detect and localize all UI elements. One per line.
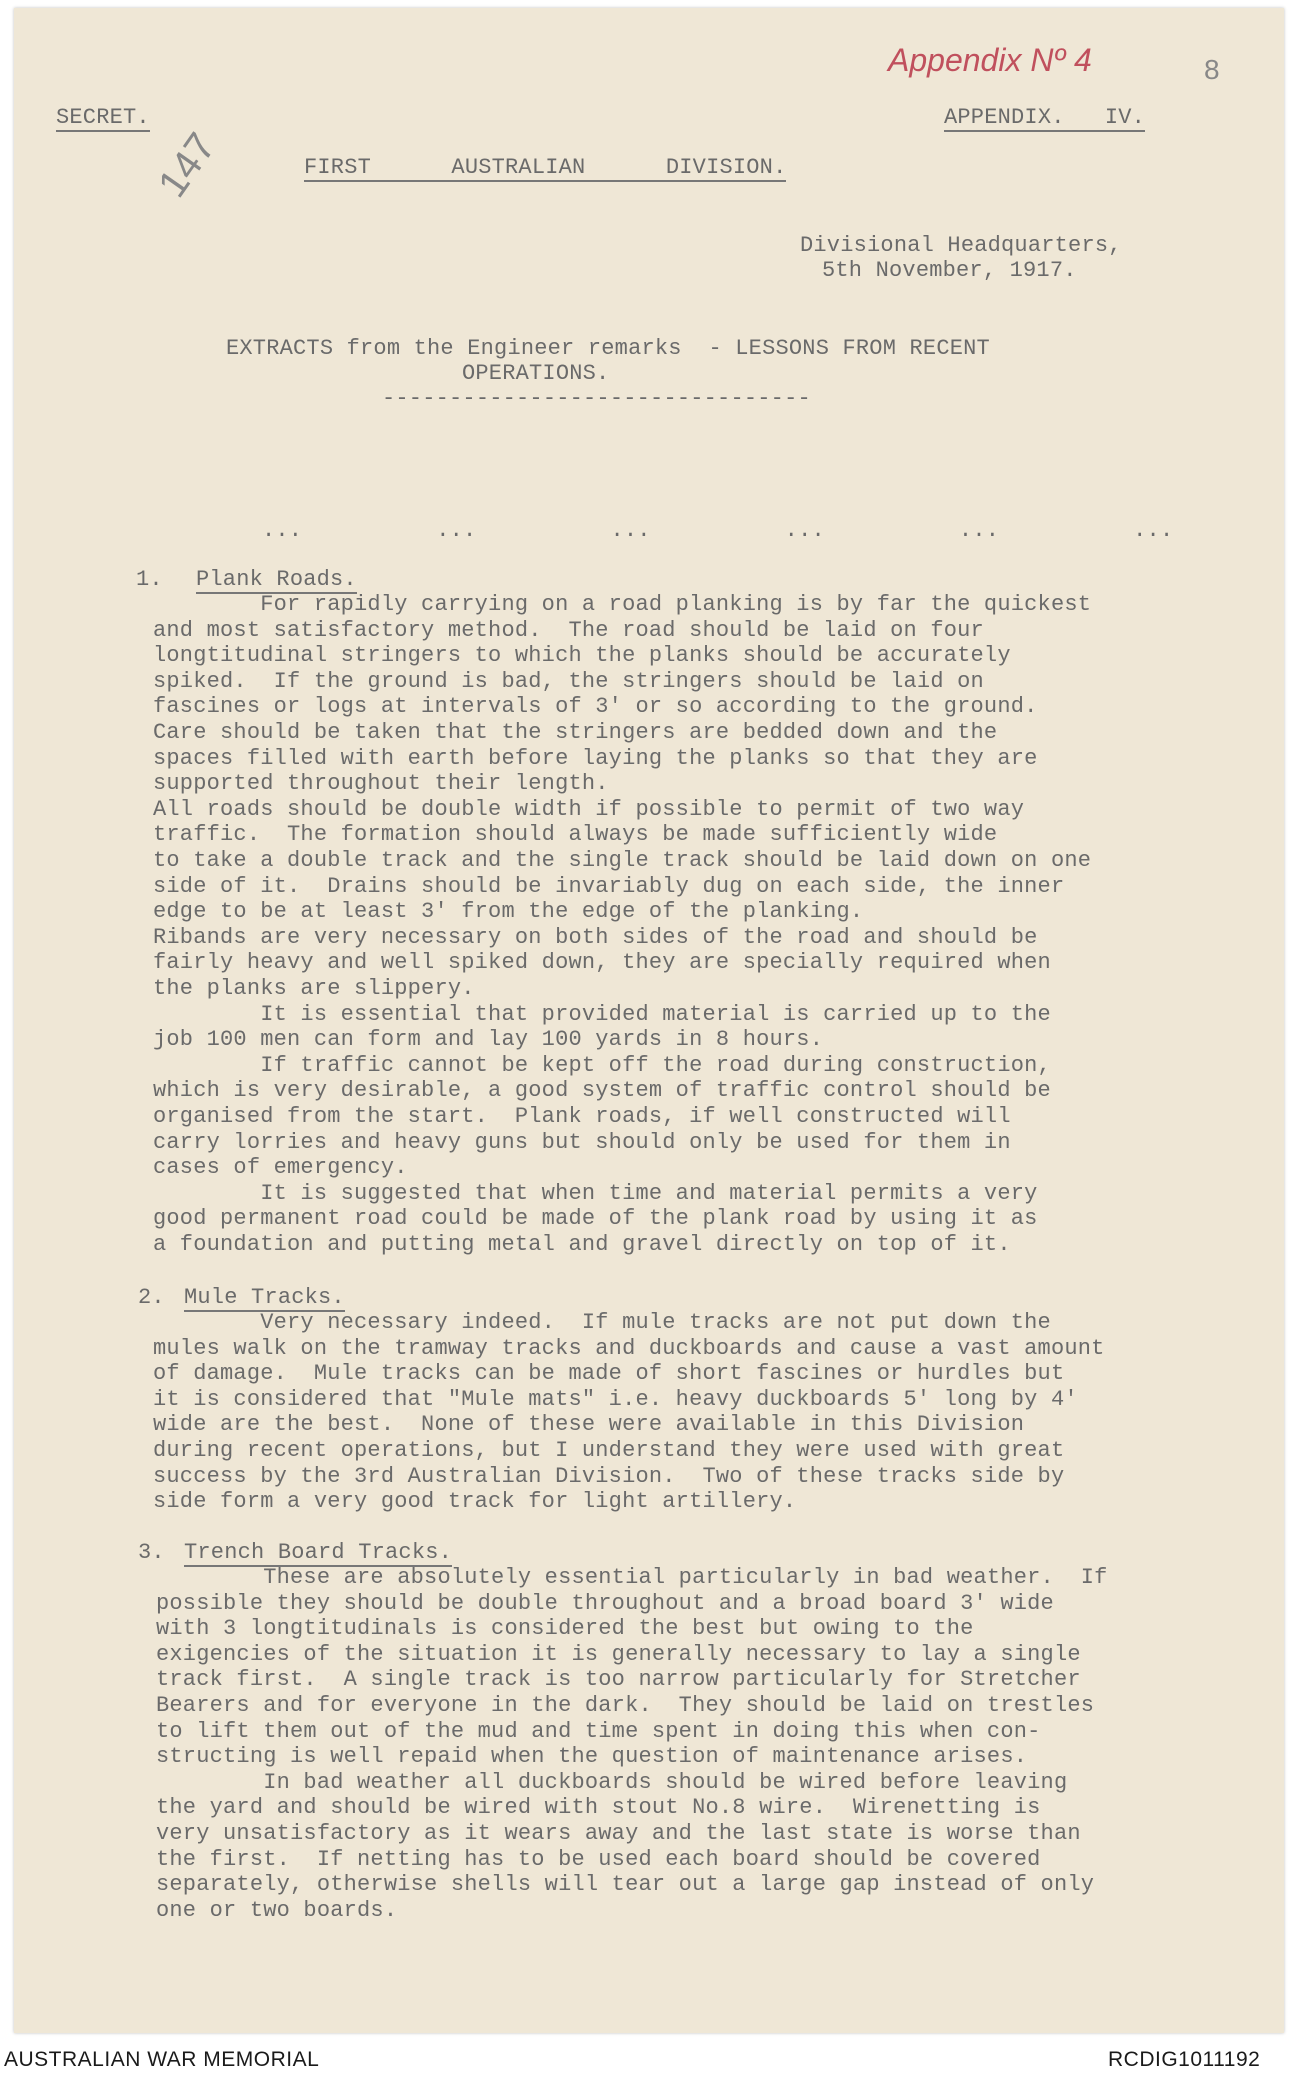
body-line: it is considered that "Mule mats" i.e. heavy duckboards 5' long by 4'	[153, 1386, 1078, 1412]
body-line: These are absolutely essential particularly in bad weather. If	[156, 1565, 1108, 1590]
appendix-typed: APPENDIX. IV.	[944, 105, 1146, 130]
page-number-pencil: 8	[1204, 54, 1220, 85]
extracts-title-line1: EXTRACTS from the Engineer remarks - LESSONS FROM RECENT	[226, 336, 990, 361]
body-line: exigencies of the situation it is generally necessary to lay a single	[156, 1641, 1081, 1667]
date-line: 5th November, 1917.	[822, 258, 1077, 283]
extracts-title-line2: OPERATIONS.	[462, 361, 610, 386]
body-line: In bad weather all duckboards should be wired before leaving	[156, 1769, 1068, 1795]
body-line: one or two boards.	[156, 1897, 398, 1923]
body-line: during recent operations, but I understand they were used with great	[153, 1438, 1065, 1463]
body-line: edge to be at least 3' from the edge of the planking.	[153, 899, 864, 925]
body-line: All roads should be double width if possible to permit of two way	[153, 796, 1025, 822]
body-line: Bearers and for everyone in the dark. They should be laid on trestles	[156, 1693, 1095, 1718]
body-line: Care should be taken that the stringers are bedded down and the	[153, 720, 998, 745]
section-title: Trench Board Tracks.	[184, 1540, 453, 1565]
body-line: cases of emergency.	[153, 1155, 408, 1181]
body-line: very unsatisfactory as it wears away and the last state is worse than	[156, 1821, 1081, 1846]
body-line: side of it. Drains should be invariably dug on each side, the inner	[153, 873, 1065, 899]
footer-record-id: RCDIG1011192	[1108, 2048, 1261, 2071]
hq-line: Divisional Headquarters,	[800, 233, 1122, 258]
body-line: spiked. If the ground is bad, the stringers should be laid on	[153, 668, 984, 694]
body-line: It is suggested that when time and material permits a very	[153, 1180, 1038, 1206]
ellipsis-divider: ... ... ... ... ... ...	[262, 518, 1174, 543]
body-line: If traffic cannot be kept off the road during construction,	[153, 1052, 1051, 1078]
body-line: the planks are slippery.	[153, 976, 475, 1001]
body-line: carry lorries and heavy guns but should only be used for them in	[153, 1129, 1011, 1155]
body-line: success by the 3rd Australian Division. Two of these tracks side by	[153, 1463, 1065, 1489]
body-line: fascines or logs at intervals of 3' or so according to the ground.	[153, 694, 1038, 720]
body-line: of damage. Mule tracks can be made of short fascines or hurdles but	[153, 1361, 1065, 1387]
secret-marking: SECRET.	[56, 105, 150, 130]
body-line: structing is well repaid when the question of maintenance arises.	[156, 1744, 1028, 1770]
section-number: 2.	[138, 1285, 165, 1310]
body-line: the first. If netting has to be used each board should be covered	[156, 1846, 1041, 1872]
body-line: Very necessary indeed. If mule tracks are not put down the	[153, 1310, 1051, 1335]
body-line: mules walk on the tramway tracks and duckboards and cause a vast amount	[153, 1335, 1105, 1361]
body-line: good permanent road could be made of the plank road by using it as	[153, 1206, 1038, 1232]
body-line: longtitudinal stringers to which the planks should be accurately	[153, 643, 1011, 669]
footer-institution: AUSTRALIAN WAR MEMORIAL	[4, 2048, 320, 2071]
body-line: traffic. The formation should always be made sufficiently wide	[153, 822, 998, 848]
folio-number-pencil: 147	[150, 125, 225, 206]
section-number: 1.	[136, 567, 163, 592]
body-line: and most satisfactory method. The road should be laid on four	[153, 617, 984, 643]
body-line: fairly heavy and well spiked down, they are specially required when	[153, 950, 1051, 976]
body-line: It is essential that provided material is carried up to the	[153, 1001, 1051, 1027]
body-line: spaces filled with earth before laying the planks so that they are	[153, 745, 1038, 771]
body-line: track first. A single track is too narrow particularly for Stretcher	[156, 1667, 1081, 1693]
body-line: which is very desirable, a good system of traffic control should be	[153, 1078, 1051, 1104]
section-title: Mule Tracks.	[184, 1285, 345, 1310]
section-title: Plank Roads.	[196, 567, 357, 592]
section-number: 3.	[138, 1540, 165, 1565]
body-line: a foundation and putting metal and gravel directly on top of it.	[153, 1232, 1011, 1257]
title-rule: --------------------------------	[382, 386, 811, 411]
body-line: supported throughout their length.	[153, 771, 609, 797]
body-line: possible they should be double throughout and a broad board 3' wide	[156, 1590, 1054, 1616]
body-line: separately, otherwise shells will tear out a large gap instead of only	[156, 1872, 1095, 1898]
body-line: the yard and should be wired with stout No.8 wire. Wirenetting is	[156, 1795, 1041, 1821]
body-line: job 100 men can form and lay 100 yards in 8 hours.	[153, 1027, 824, 1053]
body-line: organised from the start. Plank roads, if well constructed will	[153, 1104, 1011, 1129]
body-line: Ribands are very necessary on both sides of the road and should be	[153, 924, 1038, 950]
body-line: to take a double track and the single track should be laid down on one	[153, 848, 1092, 873]
body-line: wide are the best. None of these were available in this Division	[153, 1412, 1025, 1438]
appendix-handwritten: Appendix Nº 4	[888, 42, 1092, 78]
division-title: FIRST AUSTRALIAN DIVISION.	[304, 155, 787, 180]
body-line: to lift them out of the mud and time spent in doing this when con-	[156, 1718, 1041, 1744]
body-line: side form a very good track for light artillery.	[153, 1489, 797, 1515]
body-line: For rapidly carrying on a road planking is by far the quickest	[153, 592, 1092, 617]
body-line: with 3 longtitudinals is considered the best but owing to the	[156, 1616, 974, 1642]
